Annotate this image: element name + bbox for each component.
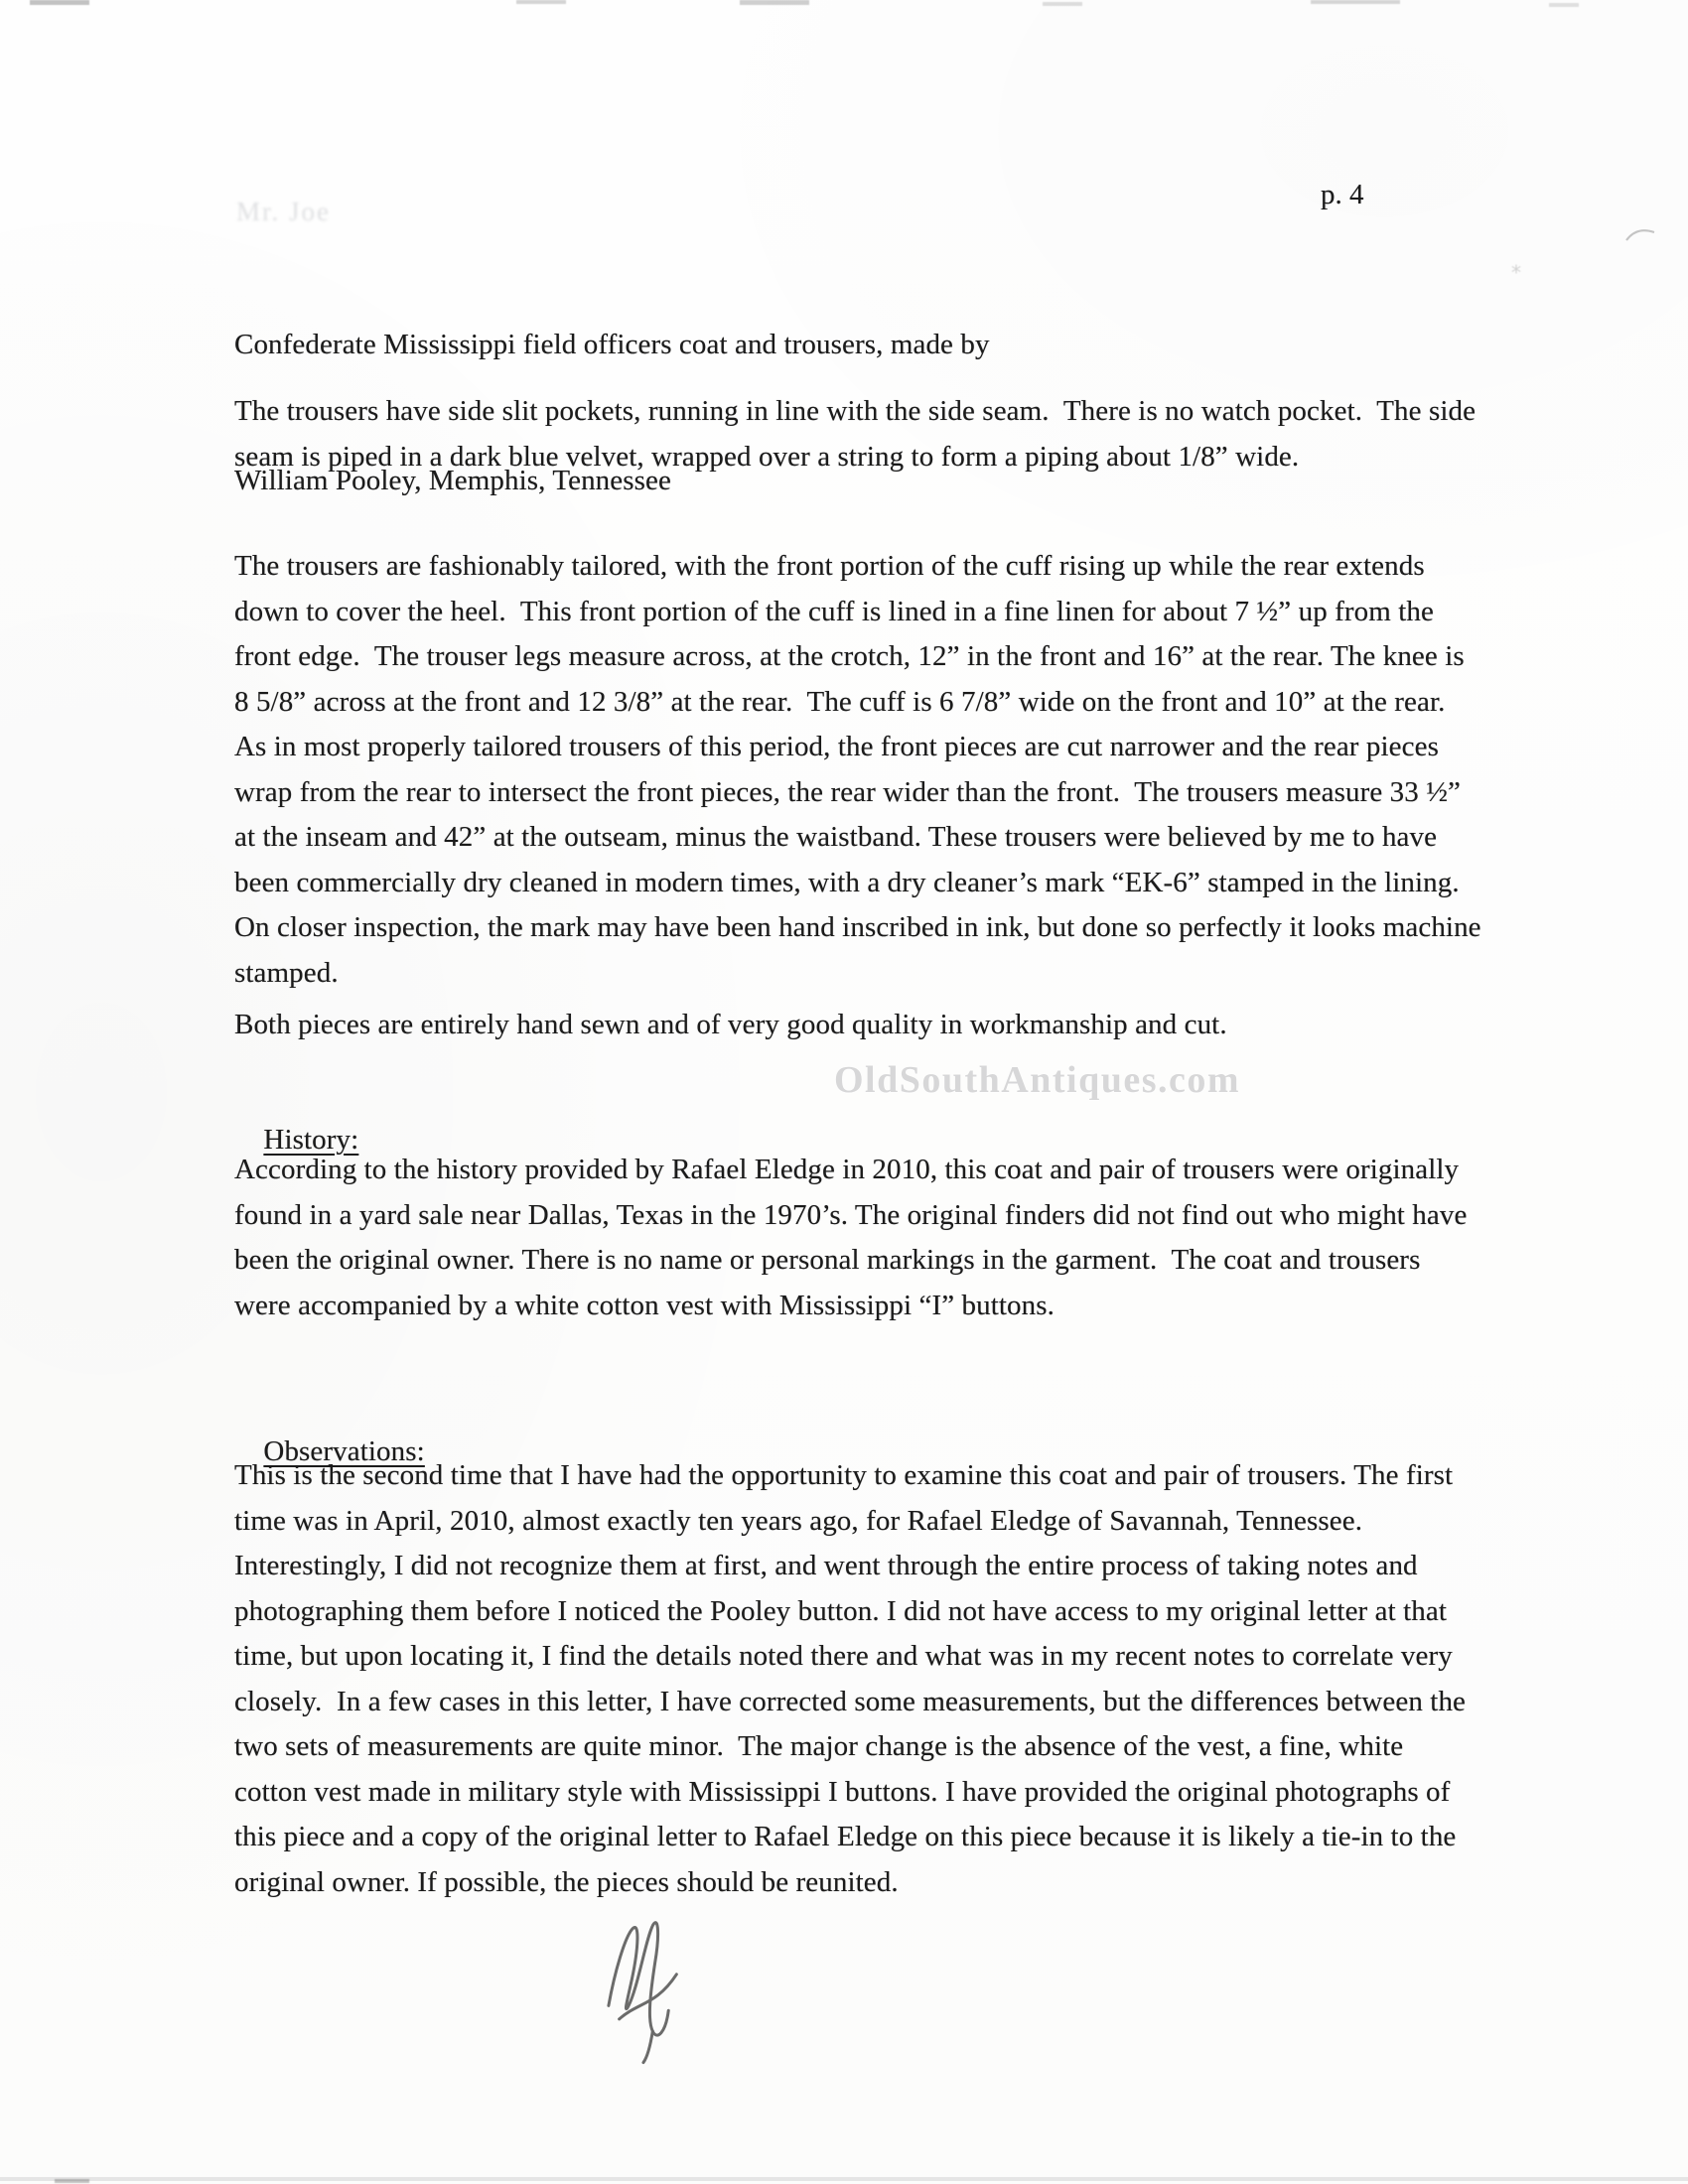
paragraph-hand-sewn: Both pieces are entirely hand sewn and of very good quality in workmanship and cut.: [234, 1009, 1227, 1040]
observations-heading-label: Observations:: [263, 1434, 425, 1467]
scan-artifact: [30, 0, 89, 5]
scan-artifact: [1311, 0, 1400, 4]
paragraph-pockets: The trousers have side slit pockets, running in line with the side seam. There is no watch pocket. The side seam is piped in a dark blue velvet, wrapped over a string to form a piping about 1/8” wide.: [234, 395, 1483, 473]
scan-artifact: [55, 2179, 89, 2183]
scan-artifact: [740, 0, 809, 5]
scan-artifact: ⁎: [1511, 256, 1521, 278]
scan-artifact: [1549, 3, 1579, 7]
title-line-1: Confederate Mississippi field officers coat and trousers, made by: [234, 329, 990, 360]
history-heading-label: History:: [263, 1123, 359, 1156]
erased-text: Mr. Joe: [236, 197, 331, 226]
scan-artifact: [1043, 2, 1082, 6]
scan-artifact: [516, 0, 566, 4]
paragraph-history: According to the history provided by Rafael Eledge in 2010, this coat and pair of trousers were originally found in a yard sale near Dallas, Texas in the 1970’s. The original finders did not find out who might have been the original owner. There is no name or personal markings in the garment. The coat and trousers were accompanied by a white cotton vest with Mississippi “I” buttons.: [234, 1154, 1475, 1321]
paragraph-observations: This is the second time that I have had the opportunity to examine this coat and pair of trousers. The first time was in April, 2010, almost exactly ten years ago, for Rafael Eledge of Savannah, Tennessee. Interestingly, I did not recognize them at first, and went through the entire process of taking notes and photographing them before I noticed the Pooley button. I did not have access to my original letter at that time, but upon locating it, I find the details noted there and what was in my recent notes to correlate very closely. In a few cases in this letter, I have corrected some measurements, but the differences between the two sets of measurements are quite minor. The major change is the absence of the vest, a fine, white cotton vest made in military style with Mississippi I buttons. I have provided the original photographs of this piece and a copy of the original letter to Rafael Eledge on this piece because it is likely a tie-in to the original owner. If possible, the pieces should be reunited.: [234, 1459, 1474, 1898]
watermark: OldSouthAntiques.com: [834, 1059, 1241, 1101]
scan-artifact: [1624, 224, 1658, 246]
handwritten-initials-icon: [590, 1905, 717, 2070]
scan-artifact: [0, 2177, 1688, 2181]
paragraph-tailoring: The trousers are fashionably tailored, with the front portion of the cuff rising up while the rear extends down to cover the heel. This front portion of the cuff is lined in a fine linen for about 7 ½” up from the front edge. The trouser legs measure across, at the crotch, 12” in the front and 16” at the rear. The knee is 8 5/8” across at the front and 12 3/8” at the rear. The cuff is 6 7/8” wide on the front and 10” at the rear. As in most properly tailored trousers of this period, the front pieces are cut narrower and the rear pieces wrap from the rear to intersect the front pieces, the rear wider than the front. The trousers measure 33 ½” at the inseam and 42” at the outseam, minus the waistband. These trousers were believed by me to have been commercially dry cleaned in modern times, with a dry cleaner’s mark “EK-6” stamped in the lining. On closer inspection, the mark may have been hand inscribed in ink, but done so perfectly it looks machine stamped.: [234, 550, 1489, 989]
page-number: p. 4: [1321, 179, 1364, 210]
title-line-2: William Pooley, Memphis, Tennessee: [234, 464, 671, 496]
